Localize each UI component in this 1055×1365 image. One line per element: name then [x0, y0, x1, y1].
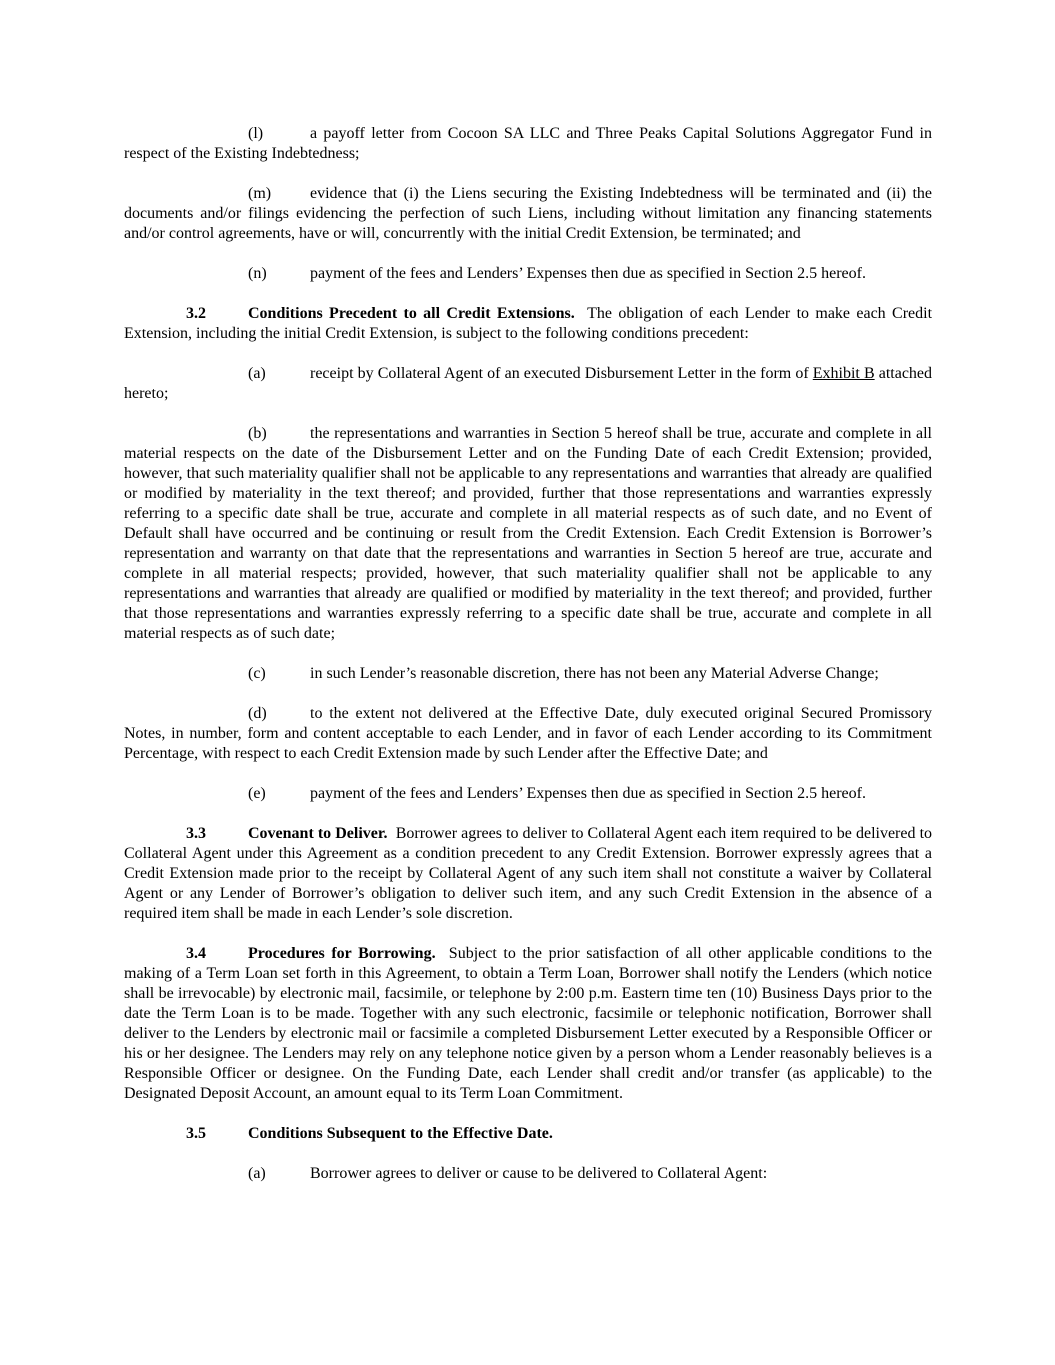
section-number: 3.2: [186, 305, 206, 322]
item-text: Borrower agrees to deliver or cause to be delivered to Collateral Agent:: [310, 1165, 768, 1182]
section-text: The obligation of each Lender to make each Credit Extension, including the initial Credit Extension, is subject to the following conditions precedent:: [124, 305, 933, 342]
item-text: evidence that (i) the Liens securing the Existing Indebtedness will be terminated and (ii) the documents and/or filings evidencing the perfection of such Liens, including without limitation any financing statements and/or control agreements, have or will, concurrently with the initial Credit Extension, be terminated; and: [124, 185, 932, 242]
item-3-2-c: [124, 664, 932, 684]
section-number: 3.3: [186, 825, 206, 842]
item-label: (b): [248, 425, 267, 442]
section-title: Conditions Precedent to all Credit Extensions.: [248, 305, 575, 322]
item-label: (m): [248, 185, 272, 202]
item-text: payment of the fees and Lenders’ Expenses then due as specified in Section 2.5 hereof.: [310, 785, 866, 802]
item-text: in such Lender’s reasonable discretion, there has not been any Material Adverse Change;: [310, 665, 879, 682]
item-label: (c): [248, 665, 266, 682]
section-3-5: [124, 1124, 932, 1144]
section-title: Conditions Subsequent to the Effective Date.: [248, 1125, 553, 1142]
item-text: payment of the fees and Lenders’ Expenses then due as specified in Section 2.5 hereof.: [310, 265, 866, 282]
item-3-2-b: [124, 424, 932, 644]
item-n: [124, 264, 932, 284]
section-text: Borrower agrees to deliver to Collateral Agent each item required to be delivered to Collateral Agent under this Agreement as a condition precedent to any Credit Extension. Borrower expressly agrees that a Credit Extension made prior to the receipt by Collateral Agent of any such item shall not constitute a waiver by Collateral Agent or any Lender of Borrower’s obligation to deliver such item, and any such Credit Extension in the absence of a required item shall be made in each Lender’s sole discretion.: [124, 825, 933, 922]
item-text: to the extent not delivered at the Effective Date, duly executed original Secured Promissory Notes, in number, form and content acceptable to each Lender, and in favor of each Lender according to its Commitment Percentage, with respect to each Credit Extension made by such Lender after the Effective Date; and: [124, 705, 932, 762]
item-m: [124, 184, 932, 244]
item-text: receipt by Collateral Agent of an executed Disbursement Letter in the form of: [310, 365, 809, 382]
item-label: (n): [248, 265, 267, 282]
item-label: (e): [248, 785, 266, 802]
section-3-3: [124, 824, 932, 924]
item-label: (l): [248, 125, 264, 142]
item-text-after: attached hereto;: [124, 365, 933, 402]
item-l: [124, 124, 932, 164]
item-label: (a): [248, 365, 266, 382]
section-number: 3.4: [186, 945, 206, 962]
item-text: the representations and warranties in Section 5 hereof shall be true, accurate and complete in all material respects on the date of the Disbursement Letter and on the Funding Date of each Credit Extension; provided, however, that such materiality qualifier shall not be applicable to any representations and warranties that already are qualified or modified by materiality in the text thereof; and provided, further that those representations and warranties expressly referring to a specific date shall be true, accurate and complete in all material respects as of such date, and no Event of Default shall have occurred and be continuing or result from the Credit Extension. Each Credit Extension is Borrower’s representation and warranty on that date that the representations and warranties in Section 5 hereof are true, accurate and complete in all material respects; provided, however, that such materiality qualifier shall not be applicable to any representations and warranties that already are qualified or modified by materiality in the text thereof; and provided, further that those representations and warranties expressly referring to a specific date shall be true, accurate and complete in all material respects as of such date;: [124, 425, 932, 642]
section-number: 3.5: [186, 1125, 206, 1142]
section-3-4: [124, 944, 932, 1104]
item-3-5-a: [124, 1164, 932, 1184]
item-label: (a): [248, 1165, 266, 1182]
item-3-2-d: [124, 704, 932, 764]
section-3-2: [124, 304, 932, 344]
section-text: Subject to the prior satisfaction of all other applicable conditions to the making of a Term Loan set forth in this Agreement, to obtain a Term Loan, Borrower shall notify the Lenders (which notice shall be irrevocable) by electronic mail, facsimile, or telephone by 2:00 p.m. Eastern time ten (10) Business Days prior to the date the Term Loan is to be made. Together with any such electronic, facsimile or telephonic notification, Borrower shall deliver to the Lenders by electronic mail or facsimile a completed Disbursement Letter executed by a Responsible Officer or his or her designee. The Lenders may rely on any telephone notice given by a person whom a Lender reasonably believes is a Responsible Officer or designee. On the Funding Date, each Lender shall credit and/or transfer (as applicable) to the Designated Deposit Account, an amount equal to its Term Loan Commitment.: [124, 945, 933, 1102]
exhibit-b-link[interactable]: Exhibit B: [812, 365, 875, 382]
item-3-2-a: [124, 364, 932, 404]
section-title: Covenant to Deliver.: [248, 825, 388, 842]
item-text: a payoff letter from Cocoon SA LLC and Three Peaks Capital Solutions Aggregator Fund in respect of the Existing Indebtedness;: [124, 125, 932, 162]
section-title: Procedures for Borrowing.: [248, 945, 436, 962]
item-3-2-e: [124, 784, 932, 804]
item-label: (d): [248, 705, 267, 722]
document-page: [124, 124, 932, 1204]
